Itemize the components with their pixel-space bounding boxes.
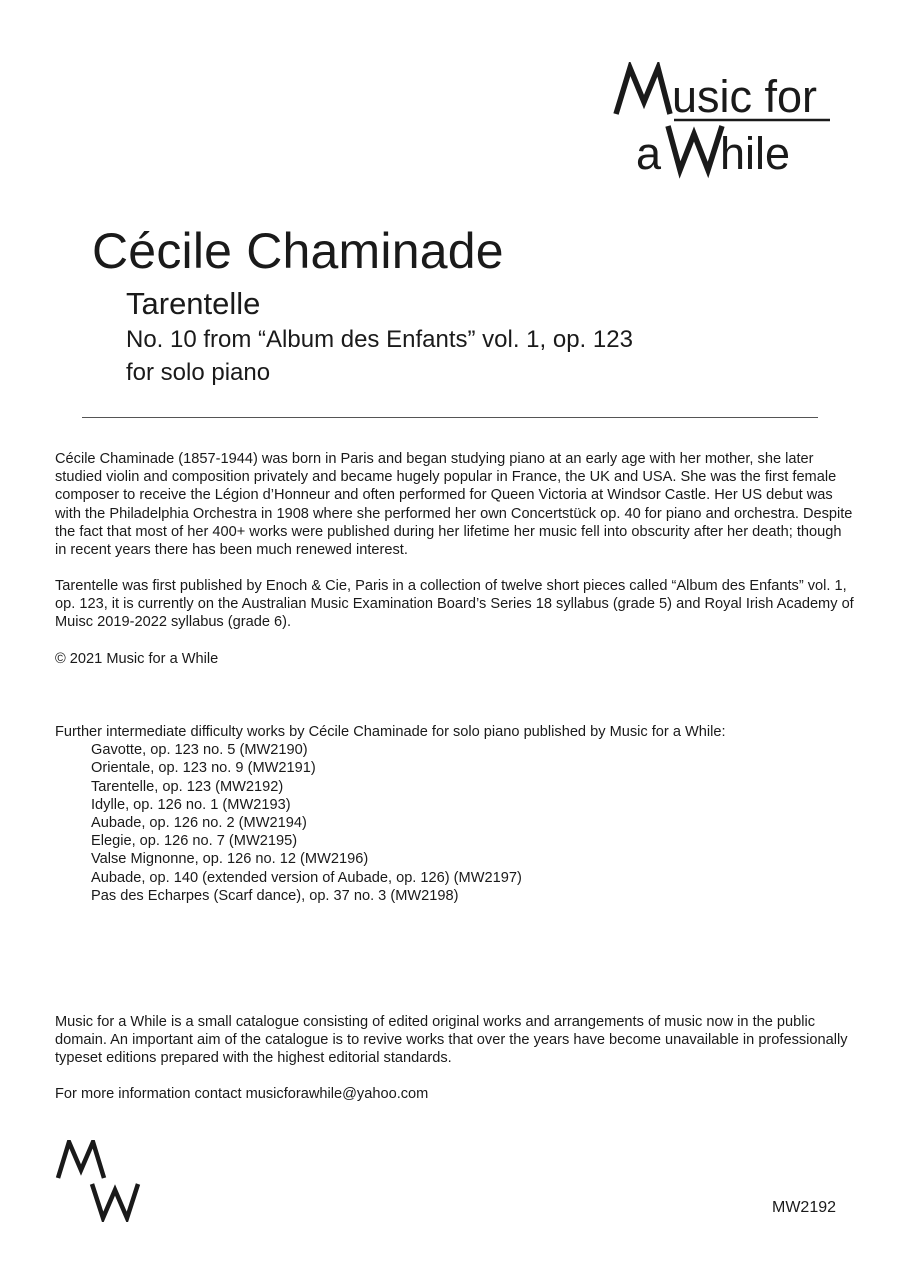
list-item: Aubade, op. 140 (extended version of Aubade, op. 126) (MW2197) — [91, 869, 522, 886]
composer-name: Cécile Chaminade — [92, 223, 504, 279]
catalogue-number: MW2192 — [772, 1199, 837, 1216]
publication-paragraph — [55, 577, 855, 632]
list-item: Orientale, op. 123 no. 9 (MW2191) — [91, 760, 316, 777]
svg-text:hile: hile — [720, 128, 791, 179]
music-for-a-while-logo — [608, 62, 838, 182]
further-works-intro: Further intermediate difficulty works by Cécile Chaminade for solo piano published by Music for a While: — [55, 724, 726, 740]
further-works-list — [55, 741, 855, 905]
contact-text: For more information contact musicforawhile@yahoo.com — [55, 1086, 429, 1102]
biography-paragraph — [55, 450, 855, 559]
biography-text: Cécile Chaminade (1857-1944) was born in Paris and began studying piano at an early age with her mother, she later studied violin and composition privately and became hugely popular in France, the UK and USA. She was the first female composer to receive the Légion d’Honneur and often performed for Queen Victoria at Windsor Castle. Her US debut was with the Philadelphia Orchestra in 1908 where she performed her own Concertstück op. 40 for piano and orchestra. Despite the fact that most of her 400+ works were published during her lifetime her music fell into obscurity after her death; though in recent years there has been much renewed interest. — [55, 451, 853, 559]
work-title: Tarentelle — [126, 286, 261, 321]
list-item: Idylle, op. 126 no. 1 (MW2193) — [91, 796, 291, 813]
list-item: Valse Mignonne, op. 126 no. 12 (MW2196) — [91, 851, 369, 868]
work-instrumentation: for solo piano — [126, 359, 271, 386]
contact-paragraph — [55, 1085, 855, 1103]
further-works-section — [55, 723, 855, 905]
publication-text: Tarentelle was first published by Enoch & Cie, Paris in a collection of twelve short pieces called “Album des Enfants” vol. 1, op. 123, it is currently on the Australian Music Examination Board’s Series 18 syllabus (grade 5) and Royal Irish Academy of Muisc 2019-2022 syllabus (grade 6). — [55, 578, 854, 631]
logo-line1: usic for — [672, 71, 818, 122]
svg-text:a: a — [636, 128, 662, 179]
list-item: Gavotte, op. 123 no. 5 (MW2190) — [91, 742, 308, 759]
list-item: Tarentelle, op. 123 (MW2192) — [91, 778, 284, 795]
title-divider — [82, 417, 818, 418]
about-paragraph — [55, 1013, 855, 1068]
about-text: Music for a While is a small catalogue consisting of edited original works and arrangements of music now in the public domain. An important aim of the catalogue is to revive works that over the years have become unavailable in professionally typeset editions prepared with the highest editorial standards. — [55, 1014, 848, 1067]
list-item: Elegie, op. 126 no. 7 (MW2195) — [91, 833, 298, 850]
list-item: Aubade, op. 126 no. 2 (MW2194) — [91, 815, 307, 832]
mw-monogram-logo — [54, 1140, 146, 1222]
list-item: Pas des Echarpes (Scarf dance), op. 37 no. 3 (MW2198) — [91, 887, 459, 904]
copyright-text: © 2021 Music for a While — [55, 651, 219, 667]
copyright-notice — [55, 650, 855, 668]
work-subtitle: No. 10 from “Album des Enfants” vol. 1, op. 123 — [126, 326, 633, 353]
